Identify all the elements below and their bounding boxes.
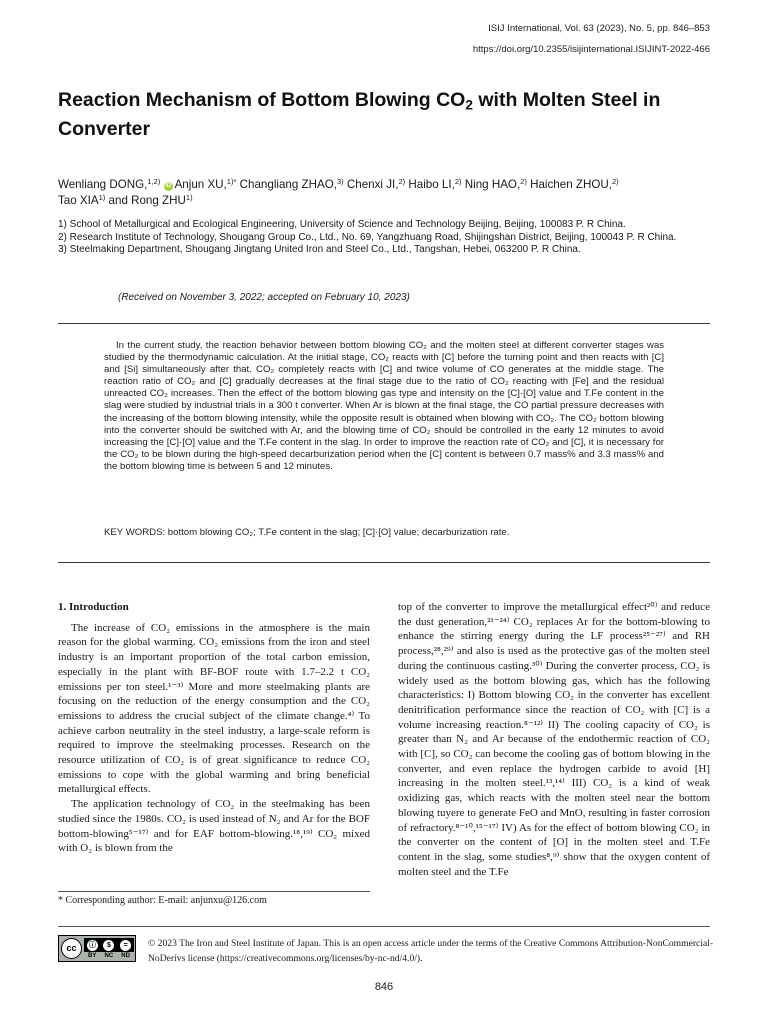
body-paragraph: top of the converter to improve the metallurgical effect²⁰⁾ and reduce the dust generation,²¹⁻²⁴⁾ CO₂ replaces Ar for the bottom-blowing to enhance the stirring energy during the LF process²⁵⁻²⁷⁾ and RH process,²⁸,²⁹⁾ and also is used as the protective gas of the molten steel during the continuous casting.³⁰⁾ During the converter process, CO₂ is widely used as the bottom blowing gas, which has the following characteristics: I) Bottom blowing CO₂ in the converter has excellent denitrification performance since the reaction of CO₂ with [C] is a volume increasing reaction.⁸⁻¹²⁾ II) The cooling capacity of CO₂ is greater than N₂ and Ar because of the endothermic reaction of CO₂ with [C], so CO₂ can become the cooling gas of bottom blowing in the converter, and even replace the hydrogen carbide to avoid [H] increasing in the molten steel.¹³,¹⁴⁾ III) CO₂ is a kind of weak oxidizing gas, which reacts with the molten steel near the bottom blowing tuyere to generate FeO and MnO, resulting in faster corrosion of refractory.⁸⁻¹⁰,¹⁵⁻¹⁷⁾ IV) As for the effect of bottom blowing CO₂ in the converter on the content of [O] in the molten steel and T.Fe content in the slag, some studies⁸,⁹⁾ show that the oxygen content of molten steel and the T.Fe <box>398 601 710 878</box>
body-paragraph: The increase of CO₂ emissions in the atmosphere is the main reason for the global warming. CO₂ emissions from the iron and steel industry is an important proportion of the total carbon emission, especially in the plant with BF-BOF route with 1.7–2.2 t CO₂ emissions per ton steel.¹⁻³⁾ More and more steelmaking plants are focusing on the reduction of the energy consumption and the CO₂ emissions to address the crucial subject of the climate change.⁴⁾ To achieve carbon neutrality in the steel industry, a large-scale reform is required to improve the steelmaking processes. Research on the resource utilization of CO₂ is of great significance to reduce CO₂ emissions to cope with the global warming and bring beneficial metallurgical effects. <box>58 621 370 796</box>
author-affiliation-mark: 3) <box>336 176 344 186</box>
journal-citation: ISIJ International, Vol. 63 (2023), No. 5, pp. 846–853 <box>488 23 710 34</box>
affiliations <box>58 219 710 257</box>
author-name: and Rong ZHU <box>108 194 186 207</box>
nd-label: ND <box>121 953 130 959</box>
title-subscript: 2 <box>465 97 473 113</box>
author-name: Haibo LI, <box>408 178 455 191</box>
nc-label: NC <box>104 953 114 959</box>
section-heading: 1. Introduction <box>58 601 129 613</box>
cc-icon: cc <box>61 938 82 959</box>
keywords: KEY WORDS: bottom blowing CO₂; T.Fe content in the slag; [C]·[O] value; decarburization rate. <box>104 527 510 538</box>
author-affiliation-mark: 1,2) <box>147 176 161 186</box>
author-affiliation-mark: 2) <box>398 176 406 186</box>
title-part-a: Reaction Mechanism of Bottom Blowing CO <box>58 89 466 111</box>
body-paragraph: The application technology of CO₂ in the steelmaking has been studied since the 1980s. CO₂ is used instead of N₂ and Ar for the BOF bottom-blowing⁵⁻¹⁷⁾ and for EAF bottom-blowing.¹⁸,¹⁹⁾ CO₂ mixed with O₂ is blown from the <box>58 798 370 855</box>
abstract: In the current study, the reaction behavior between bottom blowing CO₂ and the molten steel at different converter stages was studied by the thermodynamic calculation. At the initial stage, CO₂ reacts with [C] before the turning point and then reacts with [C] and [Si] simultaneously after that. CO₂ completely reacts with [C] and twice volume of CO generates at the middle stage. The reaction ratio of CO₂ and [C] gradually decreases at the final stage due to the ratio of CO₂ reacting with [Fe] and the residual unreacted CO₂ increases. Then the effect of the bottom blowing gas type and intensity on the [C]·[O] value and T.Fe content in the slag were studied by industrial trials in a 300 t converter. When Ar is blown at the final stage, the CO partial pressure decreases with the increasing of the bottom blowing intensity, while the opposite result is obtained when blowing with CO₂. The CO₂ bottom blowing into the converter should be switched with Ar, and the blowing time of CO₂ should be controlled in the early 12 minutes to avoid increasing the [C]·[O] value and the T.Fe content in the slag. In order to improve the reaction rate of CO₂ and [C], it is necessary for the CO₂ to be blown during the high-speed decarburization period when the [C] content is between 0.7 mass% and 3.3 mass% and the bottom blowing time is between 5 and 12 minutes. <box>104 340 664 472</box>
license-divider <box>58 926 710 927</box>
noderivs-icon: = <box>120 940 131 951</box>
author-name: Ning HAO, <box>464 178 521 191</box>
doi-link[interactable]: https://doi.org/10.2355/isijinternational.ISIJINT-2022-466 <box>472 44 710 55</box>
title-part-b: with Molten Steel in Converter <box>58 89 661 140</box>
abstract-top-divider <box>58 323 710 324</box>
by-label: BY <box>88 953 97 959</box>
author-affiliation-mark: 1)* <box>226 176 237 186</box>
attribution-icon: ⓘ <box>88 941 96 949</box>
author-affiliation-mark: 2) <box>454 176 462 186</box>
right-column <box>398 600 710 879</box>
author-affiliation-mark: 2) <box>611 176 619 186</box>
abstract-bottom-divider <box>58 562 710 563</box>
author-name: Changliang ZHAO, <box>239 178 337 191</box>
author-name: Tao XIA <box>58 194 99 207</box>
footnote-divider <box>58 891 370 892</box>
author-name: Haichen ZHOU, <box>530 178 612 191</box>
author-list <box>58 177 708 209</box>
author-affiliation-mark: 1) <box>185 192 193 202</box>
author-name: Chenxi JI, <box>346 178 399 191</box>
license-labels <box>84 953 134 960</box>
page-number: 846 <box>374 981 394 993</box>
affiliation-1: 1) School of Metallurgical and Ecological Engineering, University of Science and Technology Beijing, Beijing, 100083 P. R China. <box>58 219 626 230</box>
left-column <box>58 600 370 856</box>
author-affiliation-mark: 2) <box>520 176 527 186</box>
corresponding-author-footnote: * Corresponding author: E-mail: anjunxu@126.com <box>58 895 267 906</box>
affiliation-3: 3) Steelmaking Department, Shougang Jingtang United Iron and Steel Co., Ltd., Tangshan, Hebei, 063200 P. R China. <box>58 244 581 255</box>
paper-title <box>58 86 718 144</box>
author-name: Anjun XU, <box>174 178 227 191</box>
received-dates: (Received on November 3, 2022; accepted on February 10, 2023) <box>118 292 410 303</box>
affiliation-2: 2) Research Institute of Technology, Shougang Group Co., Ltd., No. 69, Yangzhuang Road, Shijingshan District, Beijing, 100043 P. R China. <box>58 231 677 243</box>
creative-commons-badge[interactable] <box>58 935 136 962</box>
orcid-icon[interactable]: iD <box>165 183 172 189</box>
noncommercial-icon: $ <box>103 940 114 951</box>
author-name: Wenliang DONG, <box>58 178 148 191</box>
license-text: © 2023 The Iron and Steel Institute of Japan. This is an open access article under the terms of the Creative Commons Attribution-NonCommercial-NoDerivs license (https://creativecommons.org/licenses/by-nc-nd/4.0/). <box>148 938 714 964</box>
author-affiliation-mark: 1) <box>98 192 106 202</box>
license-icons <box>84 938 134 952</box>
